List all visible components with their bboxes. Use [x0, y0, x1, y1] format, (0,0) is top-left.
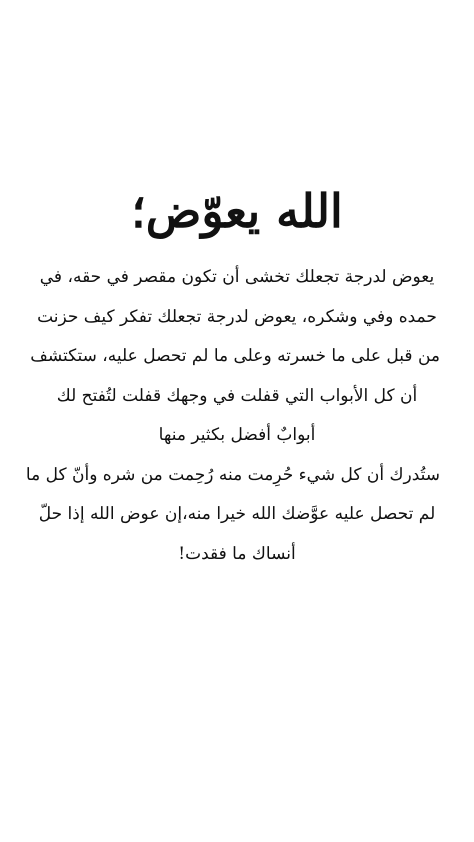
quote-line: من قبل على ما خسرته وعلى ما لم تحصل عليه، ستكتشف: [30, 346, 440, 366]
quote-line: يعوض لدرجة تجعلك تخشى أن تكون مقصر في حقه، في: [39, 267, 435, 287]
quote-line: حمده وفي وشكره، يعوض لدرجة تجعلك تفكر كيف حزنت: [37, 306, 437, 327]
quote-line: أن كل الأبواب التي قفلت في وجهك قفلت لتُفتح لك: [56, 385, 418, 406]
quote-line: أنساك ما فقدت!: [178, 543, 296, 564]
quote-title: الله يعوّض؛: [131, 184, 343, 238]
quote-line: أبوابٌ أفضل بكثير منها: [158, 425, 316, 445]
quote-body: [25, 258, 440, 574]
quote-line: لم تحصل عليه عوَّضك الله خيرا منه،إن عوض الله إذا حلّ: [38, 504, 436, 524]
quote-line: ستُدرك أن كل شيء حُرِمت منه رُحِمت من شره وأنّ كل ما: [25, 464, 440, 485]
